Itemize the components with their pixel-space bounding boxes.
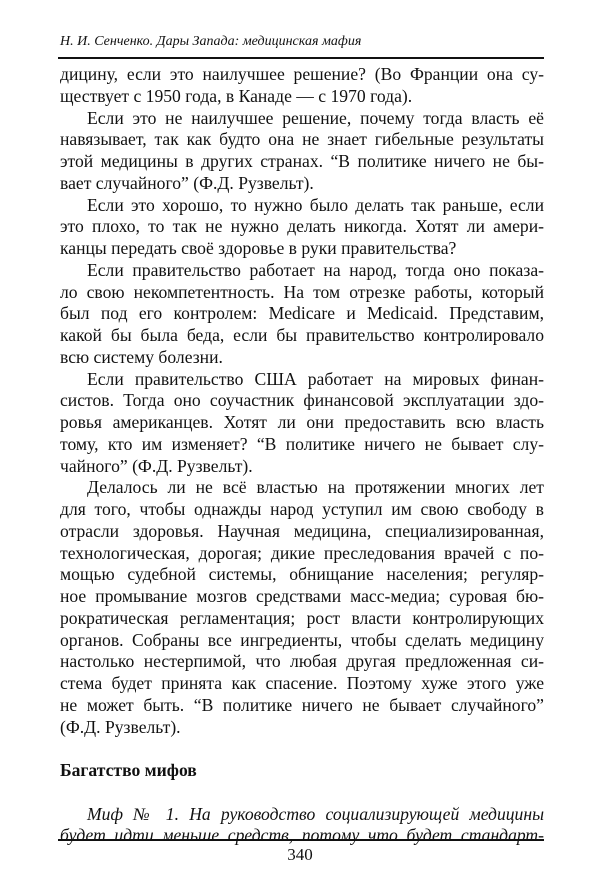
text-line: Если правительство работает на народ, тогда оно показа- [87, 259, 544, 280]
text-line: дицину, если это наилучшее решение? (Во Франции она су- [60, 64, 544, 84]
text-line: Если это хорошо, то нужно было делать так раньше, если [87, 194, 544, 215]
text-line: ное промывание мозгов средствами масс-медиа; суровая бю- [60, 586, 544, 606]
text-line: отрасли здоровья. Научная медицина, специализированная, [60, 520, 544, 541]
paragraph [60, 477, 544, 738]
text-line: тому, кто им изменяет? “В политике ничего не бывает слу- [60, 433, 544, 454]
text-line: ровья американцев. Хотят ли они предоставить всю власть [60, 412, 544, 432]
text-line: не может быть. “В политике ничего не бывает случайного” [60, 694, 544, 715]
text-line: стема будет принята как спасение. Поэтому хуже этого уже [60, 673, 544, 693]
text-line: систов. Тогда оно соучастник финансовой эксплуатации здо- [60, 390, 544, 411]
spacer [60, 738, 544, 760]
section-heading: Багатство мифов [60, 760, 197, 780]
paragraph [60, 64, 544, 108]
text-line: будет идти меньше средств, потому что будет стандарт- [60, 825, 544, 846]
text-line: всю систему болезни. [60, 346, 223, 367]
text-line: Миф № 1. На руководство социализирующей медицины [87, 803, 544, 824]
text-line: для того, чтобы однажды народ уступил им свою свободу в [60, 499, 544, 519]
text-line: настолько нестерпимой, что любая другая предложенная си- [60, 651, 544, 672]
text-line: ло свою некомпетентность. На том отрезке работы, который [60, 281, 544, 302]
text-line: ществует с 1950 года, в Канаде — с 1970 года). [60, 85, 413, 106]
page-number: 340 [287, 845, 313, 864]
running-head: Н. И. Сенченко. Дары Запада: медицинская мафия [60, 34, 362, 49]
text-line: Если это не наилучшее решение, почему тогда власть её [87, 107, 544, 128]
text-line: вает случайного” (Ф.Д. Рузвельт). [60, 172, 314, 193]
text-line: какой бы была беда, если бы правительство контролировало [60, 325, 544, 345]
paragraph [60, 195, 544, 260]
text-line: канцы передать своё здоровье в руки правительства? [60, 238, 457, 258]
text-line: этой медицины в других странах. “В политике ничего не бы- [60, 151, 544, 171]
text-line: Если правительство США работает на мировых финан- [87, 368, 544, 389]
text-line: технологическая, дорогая; дикие преследования врачей с по- [60, 542, 544, 563]
body-text [60, 64, 544, 847]
spacer [60, 782, 544, 804]
text-line: это плохо, то так не нужно делать никогда. Хотят ли амери- [60, 216, 544, 237]
paragraph [60, 108, 544, 195]
header-rule [58, 57, 544, 59]
text-line: мощью судебной системы, обнищание населения; регуляр- [60, 564, 544, 585]
text-line: органов. Собраны все ингредиенты, чтобы сделать медицину [60, 629, 544, 650]
text-line: (Ф.Д. Рузвельт). [60, 716, 181, 737]
text-line: был под его контролем: Medicare и Medicaid. Представим, [60, 303, 544, 324]
paragraph [60, 260, 544, 369]
text-line: рократическая регламентация; рост власти контролирующих [60, 607, 544, 628]
footer-rule [58, 839, 544, 841]
paragraph [60, 369, 544, 478]
text-line: навязывает, так как будто она не знает гибельные результаты [60, 129, 544, 150]
text-line: Делалось ли не всё властью на протяжении многих лет [87, 477, 544, 498]
text-line: чайного” (Ф.Д. Рузвельт). [60, 455, 253, 476]
